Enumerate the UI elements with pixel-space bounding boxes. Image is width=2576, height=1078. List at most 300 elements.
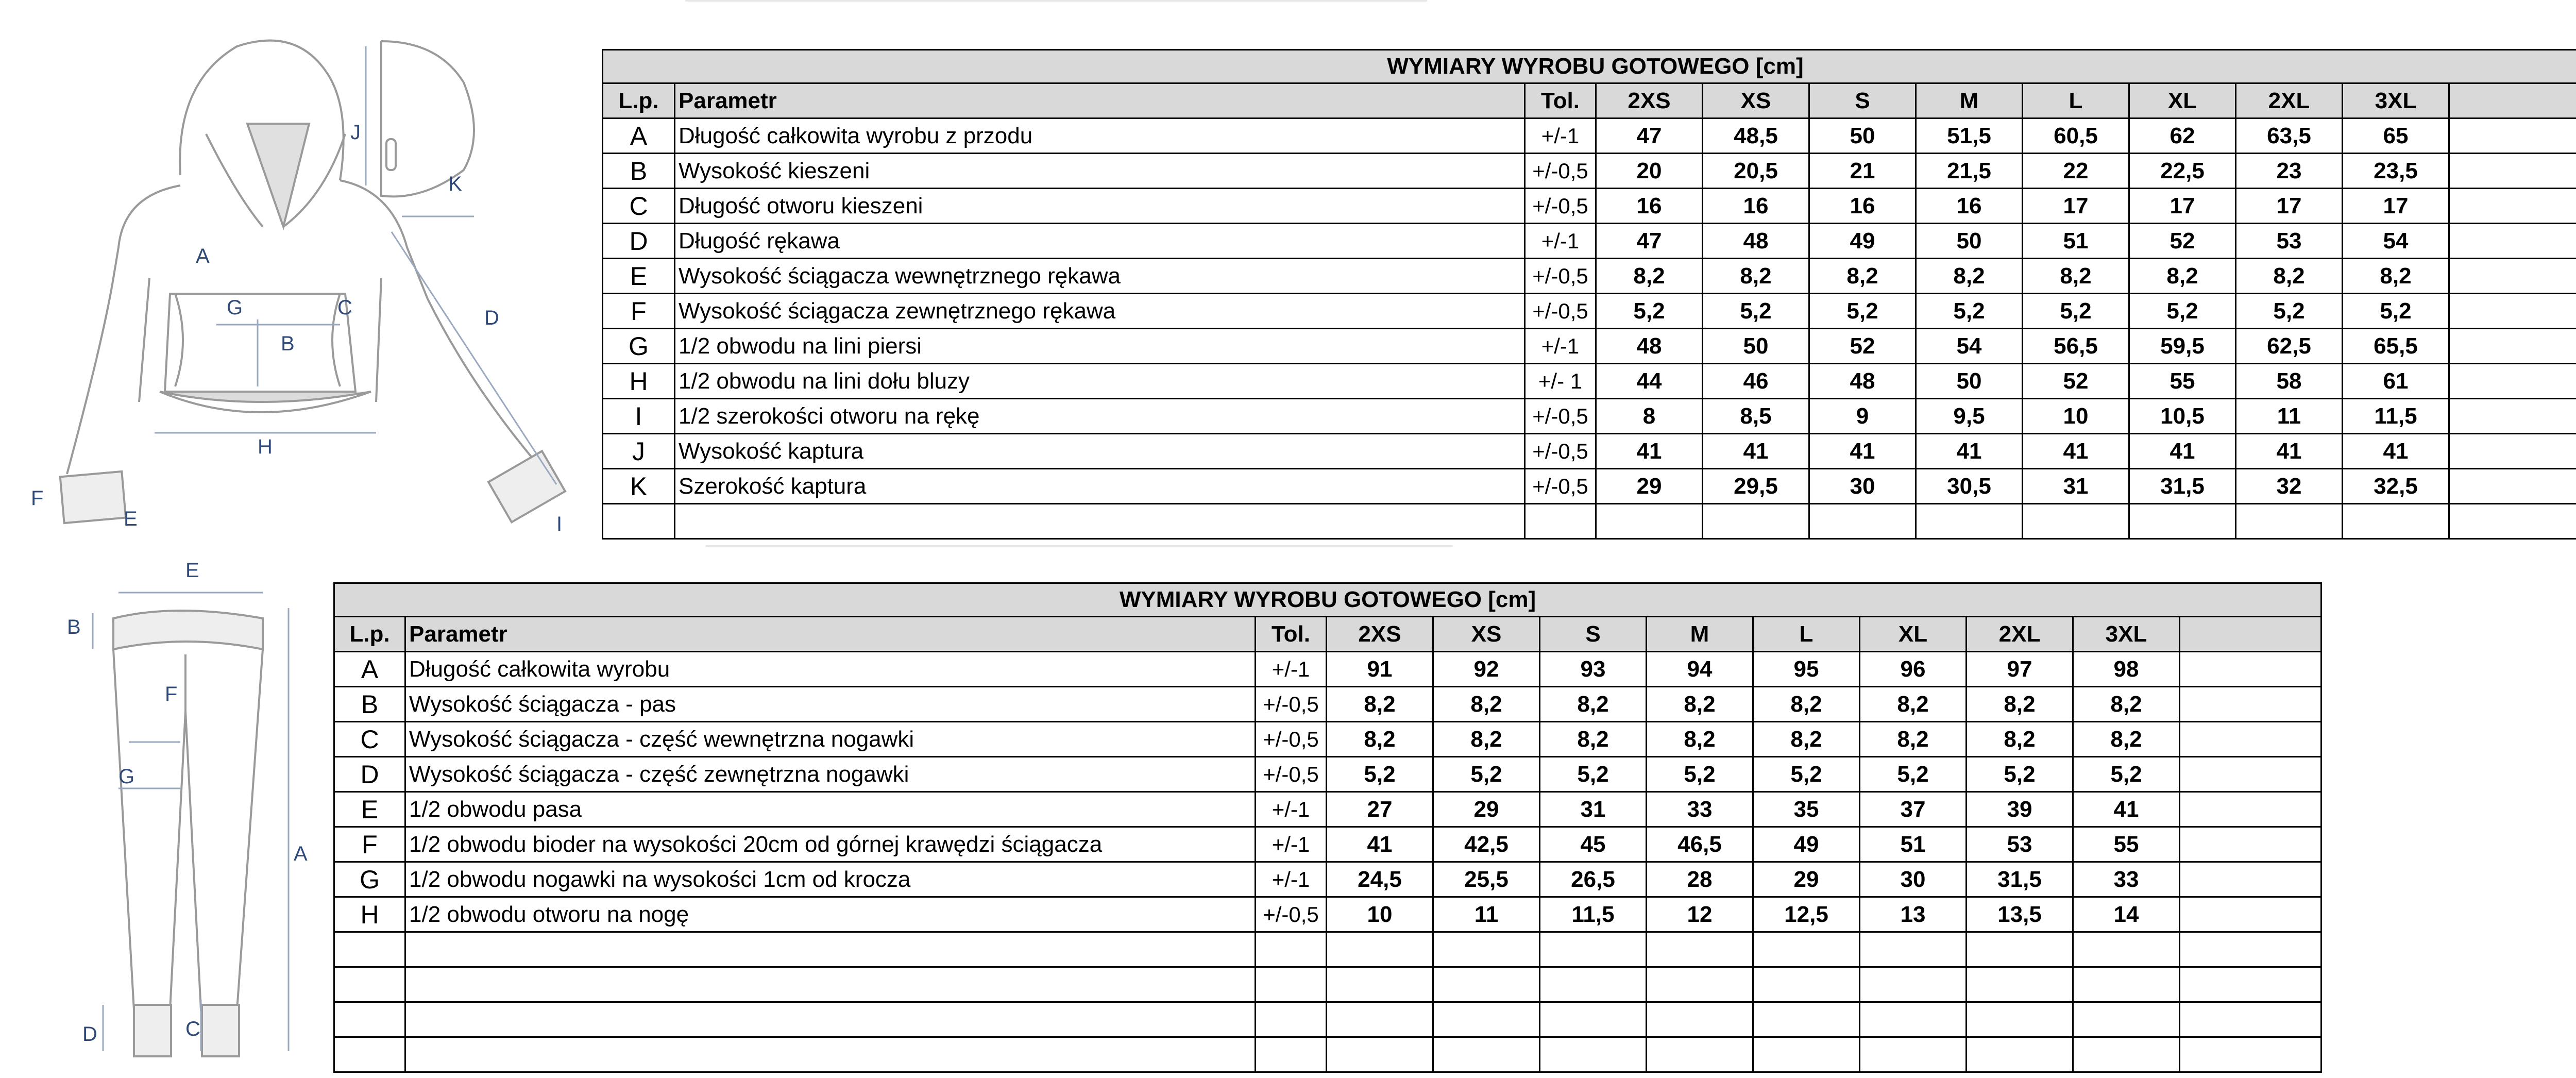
hoodie-empty-cell	[1809, 504, 1916, 539]
pants-row-value: 8,2	[1753, 687, 1860, 722]
pants-row-value: 5,2	[1540, 757, 1647, 792]
pants-empty-cell	[1327, 967, 1433, 1002]
pants-empty-cell	[1256, 1037, 1327, 1072]
hoodie-row-value: 17	[2236, 189, 2343, 224]
hoodie-label-j: J	[350, 121, 361, 144]
hoodie-row-value: 65,5	[2343, 329, 2449, 364]
hoodie-row-tolerance: +/-1	[1525, 119, 1596, 154]
pants-empty-cell	[1256, 967, 1327, 1002]
pants-empty-cell	[2180, 1037, 2321, 1072]
hoodie-row-value: 48,5	[1703, 119, 1809, 154]
pants-empty-cell	[1967, 932, 2073, 967]
hoodie-row-value: 8,2	[2343, 259, 2449, 294]
pants-row-empty-cell	[2180, 897, 2321, 932]
pants-row-value: 8,2	[1753, 722, 1860, 757]
pants-row-value: 42,5	[1433, 827, 1540, 862]
hoodie-row-value: 10	[2023, 399, 2129, 434]
hoodie-row-value: 20,5	[1703, 154, 1809, 189]
pants-empty-cell	[1433, 967, 1540, 1002]
hoodie-row-value: 11,5	[2343, 399, 2449, 434]
pants-row-value: 98	[2073, 652, 2180, 687]
pants-row-tolerance: +/-0,5	[1256, 687, 1327, 722]
pants-size-table	[333, 582, 2322, 1073]
pants-empty-row	[334, 932, 2321, 967]
hoodie-header-cell: M	[1916, 83, 2023, 119]
pants-row-empty-cell	[2180, 862, 2321, 897]
hoodie-row-value: 65	[2343, 119, 2449, 154]
hoodie-row-id: D	[603, 224, 675, 259]
hoodie-empty-cell	[2449, 504, 2576, 539]
pants-empty-cell	[1647, 1002, 1753, 1037]
pants-row-value: 8,2	[1647, 722, 1753, 757]
pants-table-row	[334, 652, 2321, 687]
pants-row-value: 31,5	[1967, 862, 2073, 897]
pants-row-value: 25,5	[1433, 862, 1540, 897]
hoodie-row-parameter: Szerokość kaptura	[675, 469, 1525, 504]
hoodie-row-id: C	[603, 189, 675, 224]
pants-row-value: 55	[2073, 827, 2180, 862]
hoodie-label-d: D	[484, 307, 499, 329]
pants-row-empty-cell	[2180, 652, 2321, 687]
pants-table-row	[334, 862, 2321, 897]
pants-empty-cell	[1967, 1002, 2073, 1037]
hoodie-empty-cell	[603, 504, 675, 539]
hoodie-empty-row	[603, 504, 2576, 539]
pants-empty-cell	[1753, 1002, 1860, 1037]
pants-empty-cell	[1327, 932, 1433, 967]
pants-table-row	[334, 757, 2321, 792]
hoodie-label-b: B	[281, 332, 295, 355]
pants-row-empty-cell	[2180, 827, 2321, 862]
hoodie-row-value: 31	[2023, 469, 2129, 504]
pants-row-value: 10	[1327, 897, 1433, 932]
hoodie-header-cell: XL	[2129, 83, 2236, 119]
hoodie-row-value: 50	[1916, 364, 2023, 399]
pants-empty-row	[334, 967, 2321, 1002]
hoodie-row-empty-cell	[2449, 434, 2576, 469]
pants-empty-cell	[2180, 967, 2321, 1002]
pants-row-value: 8,2	[1327, 722, 1433, 757]
hoodie-row-value: 48	[1809, 364, 1916, 399]
pants-row-value: 8,2	[1433, 722, 1540, 757]
pants-row-id: A	[334, 652, 405, 687]
pants-label-c: C	[185, 1018, 200, 1040]
pants-empty-cell	[2073, 932, 2180, 967]
hoodie-row-value: 5,2	[2236, 294, 2343, 329]
pants-row-value: 8,2	[1860, 687, 1967, 722]
pants-row-empty-cell	[2180, 687, 2321, 722]
hoodie-row-value: 41	[2023, 434, 2129, 469]
hoodie-row-tolerance: +/-0,5	[1525, 154, 1596, 189]
hoodie-empty-cell	[2236, 504, 2343, 539]
pants-header-cell: Tol.	[1256, 617, 1327, 652]
pants-row-tolerance: +/-1	[1256, 652, 1327, 687]
pants-empty-cell	[1860, 967, 1967, 1002]
hoodie-empty-cell	[1916, 504, 2023, 539]
pants-row-value: 8,2	[1540, 722, 1647, 757]
hoodie-row-value: 53	[2236, 224, 2343, 259]
pants-row-id: F	[334, 827, 405, 862]
hoodie-row-value: 50	[1809, 119, 1916, 154]
hoodie-row-value: 46	[1703, 364, 1809, 399]
pants-empty-cell	[1540, 1002, 1647, 1037]
pants-row-value: 5,2	[1860, 757, 1967, 792]
pants-row-id: D	[334, 757, 405, 792]
pants-row-value: 41	[1327, 827, 1433, 862]
hoodie-table-row	[603, 294, 2576, 329]
pants-empty-cell	[1647, 932, 1753, 967]
pants-table-header-row	[334, 617, 2321, 652]
pants-header-cell: 2XS	[1327, 617, 1433, 652]
hoodie-row-value: 5,2	[2343, 294, 2449, 329]
hoodie-row-value: 41	[2129, 434, 2236, 469]
hoodie-row-value: 30,5	[1916, 469, 2023, 504]
pants-header-cell: M	[1647, 617, 1753, 652]
pants-row-value: 28	[1647, 862, 1753, 897]
hoodie-row-value: 48	[1596, 329, 1703, 364]
pants-header-cell: S	[1540, 617, 1647, 652]
pants-row-value: 8,2	[1433, 687, 1540, 722]
pants-empty-cell	[1753, 967, 1860, 1002]
hoodie-row-empty-cell	[2449, 399, 2576, 434]
hoodie-table-row	[603, 399, 2576, 434]
hoodie-table-row	[603, 224, 2576, 259]
pants-row-value: 95	[1753, 652, 1860, 687]
hoodie-row-value: 8,2	[1916, 259, 2023, 294]
hoodie-row-value: 8,2	[1596, 259, 1703, 294]
pants-row-value: 91	[1327, 652, 1433, 687]
hoodie-label-e: E	[124, 508, 138, 530]
hoodie-row-value: 62	[2129, 119, 2236, 154]
pants-empty-cell	[1753, 932, 1860, 967]
hoodie-row-value: 31,5	[2129, 469, 2236, 504]
pants-row-value: 29	[1753, 862, 1860, 897]
hoodie-table-title: WYMIARY WYROBU GOTOWEGO [cm]	[603, 50, 2576, 83]
pants-empty-cell	[1256, 932, 1327, 967]
hoodie-row-value: 29	[1596, 469, 1703, 504]
pants-row-value: 30	[1860, 862, 1967, 897]
hoodie-header-cell: L.p.	[603, 83, 675, 119]
hoodie-row-value: 61	[2343, 364, 2449, 399]
hoodie-row-value: 21,5	[1916, 154, 2023, 189]
hoodie-header-cell: 2XL	[2236, 83, 2343, 119]
hoodie-row-parameter: 1/2 obwodu na lini dołu bluzy	[675, 364, 1525, 399]
hoodie-row-empty-cell	[2449, 469, 2576, 504]
pants-row-value: 12	[1647, 897, 1753, 932]
hoodie-row-parameter: Wysokość ściągacza zewnętrznego rękawa	[675, 294, 1525, 329]
hoodie-row-value: 44	[1596, 364, 1703, 399]
pants-empty-cell	[1433, 1002, 1540, 1037]
hoodie-row-id: F	[603, 294, 675, 329]
pants-row-value: 13	[1860, 897, 1967, 932]
pants-row-value: 5,2	[1753, 757, 1860, 792]
pants-empty-cell	[1433, 932, 1540, 967]
hoodie-row-parameter: Wysokość kaptura	[675, 434, 1525, 469]
pants-header-cell: L	[1753, 617, 1860, 652]
hoodie-row-tolerance: +/-0,5	[1525, 434, 1596, 469]
pants-table-row	[334, 722, 2321, 757]
hoodie-row-value: 16	[1703, 189, 1809, 224]
pants-row-value: 8,2	[1327, 687, 1433, 722]
hoodie-table-row	[603, 329, 2576, 364]
hoodie-header-cell: S	[1809, 83, 1916, 119]
pants-row-value: 8,2	[2073, 687, 2180, 722]
hoodie-size-table	[602, 49, 2576, 540]
pants-empty-cell	[1860, 1002, 1967, 1037]
hoodie-row-tolerance: +/-0,5	[1525, 294, 1596, 329]
pants-row-value: 11	[1433, 897, 1540, 932]
pants-row-id: G	[334, 862, 405, 897]
pants-label-f: F	[165, 683, 178, 705]
hoodie-row-tolerance: +/-0,5	[1525, 259, 1596, 294]
hoodie-empty-cell	[1703, 504, 1809, 539]
pants-empty-cell	[405, 1037, 1256, 1072]
hoodie-row-value: 54	[2343, 224, 2449, 259]
pants-row-value: 97	[1967, 652, 2073, 687]
pants-empty-cell	[334, 1037, 405, 1072]
pants-label-d: D	[82, 1023, 97, 1046]
hoodie-row-value: 30	[1809, 469, 1916, 504]
pants-row-value: 96	[1860, 652, 1967, 687]
hoodie-row-value: 9	[1809, 399, 1916, 434]
hoodie-table-body	[603, 119, 2576, 539]
pants-empty-cell	[2073, 967, 2180, 1002]
hoodie-empty-cell	[2343, 504, 2449, 539]
pants-header-cell: XL	[1860, 617, 1967, 652]
pants-label-b: B	[67, 616, 81, 638]
hoodie-row-id: J	[603, 434, 675, 469]
hoodie-header-cell: 2XS	[1596, 83, 1703, 119]
pants-row-value: 24,5	[1327, 862, 1433, 897]
pants-table-body	[334, 652, 2321, 1072]
pants-row-value: 12,5	[1753, 897, 1860, 932]
pants-label-e: E	[185, 559, 199, 582]
hoodie-row-value: 17	[2129, 189, 2236, 224]
pants-empty-cell	[1327, 1002, 1433, 1037]
pants-empty-cell	[1753, 1037, 1860, 1072]
pants-empty-cell	[2180, 932, 2321, 967]
pants-empty-cell	[334, 932, 405, 967]
hoodie-sketch	[21, 31, 598, 546]
hoodie-row-value: 54	[1916, 329, 2023, 364]
hoodie-row-value: 48	[1703, 224, 1809, 259]
hoodie-row-tolerance: +/-0,5	[1525, 399, 1596, 434]
hoodie-label-h: H	[258, 435, 273, 458]
hoodie-table-row	[603, 259, 2576, 294]
hoodie-row-parameter: Wysokość kieszeni	[675, 154, 1525, 189]
hoodie-row-parameter: Długość otworu kieszeni	[675, 189, 1525, 224]
pants-row-value: 8,2	[1860, 722, 1967, 757]
hoodie-row-value: 20	[1596, 154, 1703, 189]
hoodie-header-cell: L	[2023, 83, 2129, 119]
pants-empty-cell	[1647, 967, 1753, 1002]
pants-empty-cell	[405, 932, 1256, 967]
hoodie-row-value: 58	[2236, 364, 2343, 399]
hoodie-row-value: 8,2	[2129, 259, 2236, 294]
pants-row-value: 45	[1540, 827, 1647, 862]
pants-row-value: 33	[1647, 792, 1753, 827]
hoodie-table-row	[603, 434, 2576, 469]
hoodie-row-value: 41	[2343, 434, 2449, 469]
pants-header-cell: Parametr	[405, 617, 1256, 652]
pants-row-tolerance: +/-0,5	[1256, 757, 1327, 792]
hoodie-row-value: 8,5	[1703, 399, 1809, 434]
hoodie-row-value: 63,5	[2236, 119, 2343, 154]
hoodie-row-value: 23,5	[2343, 154, 2449, 189]
hoodie-row-value: 32	[2236, 469, 2343, 504]
hoodie-row-empty-cell	[2449, 119, 2576, 154]
pants-row-value: 49	[1753, 827, 1860, 862]
hoodie-row-id: E	[603, 259, 675, 294]
pants-row-value: 8,2	[2073, 722, 2180, 757]
pants-row-tolerance: +/-1	[1256, 827, 1327, 862]
hoodie-row-value: 56,5	[2023, 329, 2129, 364]
pants-table-row	[334, 827, 2321, 862]
hoodie-row-empty-cell	[2449, 259, 2576, 294]
pants-empty-cell	[334, 967, 405, 1002]
hoodie-row-value: 5,2	[1596, 294, 1703, 329]
pants-table-row	[334, 897, 2321, 932]
pants-empty-cell	[2180, 1002, 2321, 1037]
pants-row-parameter: Długość całkowita wyrobu	[405, 652, 1256, 687]
pants-header-cell: XS	[1433, 617, 1540, 652]
hoodie-row-value: 8,2	[1703, 259, 1809, 294]
pants-row-parameter: 1/2 obwodu pasa	[405, 792, 1256, 827]
hoodie-empty-cell	[2023, 504, 2129, 539]
hoodie-row-value: 16	[1809, 189, 1916, 224]
hoodie-row-tolerance: +/-0,5	[1525, 469, 1596, 504]
pants-row-id: H	[334, 897, 405, 932]
hoodie-row-value: 60,5	[2023, 119, 2129, 154]
hoodie-row-value: 41	[1916, 434, 2023, 469]
hoodie-row-id: K	[603, 469, 675, 504]
pants-empty-cell	[334, 1002, 405, 1037]
hoodie-label-i: I	[556, 513, 563, 535]
hoodie-row-value: 52	[2129, 224, 2236, 259]
pants-row-parameter: Wysokość ściągacza - pas	[405, 687, 1256, 722]
hoodie-row-value: 8,2	[2236, 259, 2343, 294]
pants-row-value: 5,2	[1327, 757, 1433, 792]
pants-row-value: 8,2	[1967, 687, 2073, 722]
pants-row-tolerance: +/-1	[1256, 792, 1327, 827]
hoodie-table-row	[603, 189, 2576, 224]
pants-empty-cell	[1967, 967, 2073, 1002]
middle-faint-line	[706, 545, 1453, 547]
hoodie-row-value: 5,2	[2129, 294, 2236, 329]
hoodie-row-value: 41	[1809, 434, 1916, 469]
pants-header-cell	[2180, 617, 2321, 652]
hoodie-row-parameter: Długość całkowita wyrobu z przodu	[675, 119, 1525, 154]
pants-empty-cell	[1647, 1037, 1753, 1072]
hoodie-row-value: 8,2	[1809, 259, 1916, 294]
pants-row-tolerance: +/-1	[1256, 862, 1327, 897]
hoodie-row-value: 9,5	[1916, 399, 2023, 434]
hoodie-header-cell: XS	[1703, 83, 1809, 119]
pants-empty-cell	[1967, 1037, 2073, 1072]
hoodie-row-id: B	[603, 154, 675, 189]
hoodie-row-value: 59,5	[2129, 329, 2236, 364]
hoodie-row-value: 52	[2023, 364, 2129, 399]
hoodie-row-empty-cell	[2449, 154, 2576, 189]
pants-row-value: 11,5	[1540, 897, 1647, 932]
hoodie-row-value: 55	[2129, 364, 2236, 399]
hoodie-row-value: 49	[1809, 224, 1916, 259]
pants-row-value: 93	[1540, 652, 1647, 687]
hoodie-row-value: 41	[2236, 434, 2343, 469]
hoodie-size-table-wrap	[602, 49, 2576, 540]
pants-row-value: 41	[2073, 792, 2180, 827]
pants-label-g: G	[118, 765, 135, 788]
pants-row-parameter: Wysokość ściągacza - część zewnętrzna nogawki	[405, 757, 1256, 792]
hoodie-empty-cell	[675, 504, 1525, 539]
hoodie-row-value: 23	[2236, 154, 2343, 189]
pants-empty-cell	[405, 1002, 1256, 1037]
hoodie-row-value: 41	[1596, 434, 1703, 469]
pants-table-title: WYMIARY WYROBU GOTOWEGO [cm]	[334, 583, 2321, 617]
pants-empty-cell	[405, 967, 1256, 1002]
top-faint-line	[685, 0, 1427, 2]
pants-row-id: B	[334, 687, 405, 722]
hoodie-row-value: 52	[1809, 329, 1916, 364]
hoodie-row-value: 16	[1916, 189, 2023, 224]
hoodie-empty-cell	[2129, 504, 2236, 539]
hoodie-header-cell	[2449, 83, 2576, 119]
pants-row-value: 31	[1540, 792, 1647, 827]
pants-empty-cell	[1433, 1037, 1540, 1072]
pants-row-parameter: 1/2 obwodu otworu na nogę	[405, 897, 1256, 932]
pants-size-table-wrap	[333, 582, 2322, 1073]
hoodie-label-c: C	[337, 296, 352, 319]
pants-row-parameter: Wysokość ściągacza - część wewnętrzna nogawki	[405, 722, 1256, 757]
hoodie-row-id: H	[603, 364, 675, 399]
pants-row-value: 46,5	[1647, 827, 1753, 862]
pants-row-value: 8,2	[1540, 687, 1647, 722]
pants-empty-cell	[2073, 1037, 2180, 1072]
hoodie-row-empty-cell	[2449, 224, 2576, 259]
pants-row-value: 94	[1647, 652, 1753, 687]
hoodie-row-id: A	[603, 119, 675, 154]
pants-row-value: 35	[1753, 792, 1860, 827]
pants-table-row	[334, 687, 2321, 722]
pants-row-value: 26,5	[1540, 862, 1647, 897]
pants-empty-cell	[1860, 932, 1967, 967]
pants-row-tolerance: +/-0,5	[1256, 722, 1327, 757]
hoodie-table-row	[603, 364, 2576, 399]
hoodie-header-cell: 3XL	[2343, 83, 2449, 119]
pants-row-id: C	[334, 722, 405, 757]
hoodie-empty-cell	[1525, 504, 1596, 539]
pants-header-cell: 3XL	[2073, 617, 2180, 652]
pants-row-empty-cell	[2180, 722, 2321, 757]
hoodie-row-value: 62,5	[2236, 329, 2343, 364]
pants-empty-cell	[1540, 932, 1647, 967]
hoodie-row-empty-cell	[2449, 364, 2576, 399]
hoodie-row-parameter: 1/2 szerokości otworu na rękę	[675, 399, 1525, 434]
hoodie-row-tolerance: +/- 1	[1525, 364, 1596, 399]
pants-row-parameter: 1/2 obwodu nogawki na wysokości 1cm od krocza	[405, 862, 1256, 897]
hoodie-row-id: G	[603, 329, 675, 364]
pants-row-value: 51	[1860, 827, 1967, 862]
hoodie-row-value: 29,5	[1703, 469, 1809, 504]
pants-row-value: 27	[1327, 792, 1433, 827]
pants-empty-cell	[1540, 967, 1647, 1002]
hoodie-row-value: 5,2	[1703, 294, 1809, 329]
pants-empty-cell	[2073, 1002, 2180, 1037]
pants-row-value: 92	[1433, 652, 1540, 687]
hoodie-row-value: 8	[1596, 399, 1703, 434]
hoodie-row-id: I	[603, 399, 675, 434]
hoodie-table-header-row	[603, 83, 2576, 119]
